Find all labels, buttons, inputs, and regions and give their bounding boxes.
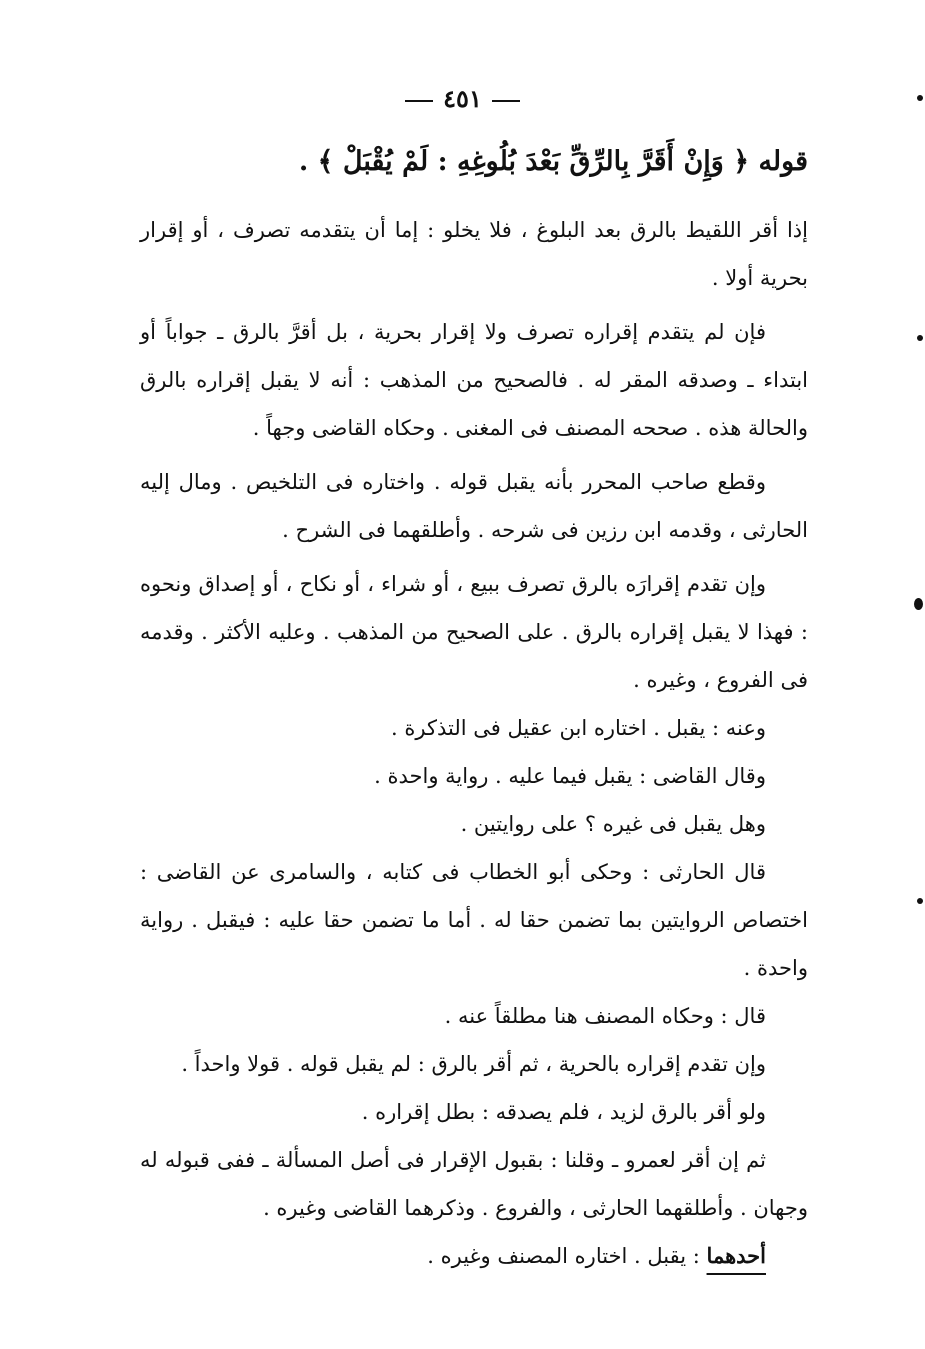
paragraph-11: ولو أقر بالرق لزيد ، فلم يصدقه : بطل إقراره .	[361, 1100, 766, 1124]
paragraph-5: وعنه : يقبل . اختاره ابن عقيل فى التذكرة .	[391, 716, 766, 740]
section-heading: قوله ﴿ وَإِنْ أَقَرَّ بِالرِّقِّ بَعْدَ بُلُوغِهِ : لَمْ يُقْبَلْ ﴾ .	[298, 146, 808, 177]
edge-mark	[917, 335, 923, 341]
paragraph-12: ثم إن أقر لعمرو ـ وقلنا : بقبول الإقرار فى أصل المسألة ـ ففى قبوله له وجهان . وأطلقهما الحارثى ، والفروع . وذكرهما القاضى وغيره .	[140, 1148, 808, 1220]
paragraph-6: وقال القاضى : يقبل فيما عليه . رواية واحدة .	[374, 764, 766, 788]
edge-mark	[917, 95, 923, 101]
body-text	[140, 206, 808, 1280]
page-number-dash-left	[405, 100, 433, 102]
paragraph-13	[140, 1232, 808, 1280]
paragraph-3: وقطع صاحب المحرر بأنه يقبل قوله . واختاره فى التلخيص . ومال إليه الحارثى ، وقدمه ابن رزين فى شرحه . وأطلقهما فى الشرح .	[140, 470, 808, 542]
paragraph-1: إذا أقر اللقيط بالرق بعد البلوغ ، فلا يخلو : إما أن يتقدمه تصرف ، أو إقرار بحرية أولا .	[140, 218, 808, 290]
paragraph-2: فإن لم يتقدم إقراره تصرف ولا إقرار بحرية ، بل أقرَّ بالرق ـ جواباً أو ابتداء ـ وصدقه المقر له . فالصحيح من المذهب : أنه لا يقبل إقراره بالرق والحالة هذه . صححه المصنف فى المغنى . وحكاه القاضى وجهاً .	[140, 320, 808, 440]
first-of-two-text: : يقبل . اختاره المصنف وغيره .	[427, 1244, 700, 1268]
paragraph-9: قال : وحكاه المصنف هنا مطلقاً عنه .	[444, 1004, 766, 1028]
paragraph-10: وإن تقدم إقراره بالحرية ، ثم أقر بالرق : لم يقبل قوله . قولا واحداً .	[181, 1052, 766, 1076]
edge-mark	[917, 898, 923, 904]
first-of-two-label: أحدهما	[706, 1243, 766, 1268]
page-number	[0, 84, 925, 113]
edge-mark	[914, 598, 923, 610]
paragraph-4: وإن تقدم إقرارَه بالرق تصرف ببيع ، أو شراء ، أو نكاح ، أو إصداق ونحوه : فهذا لا يقبل إقراره بالرق . على الصحيح من المذهب . وعليه الأكثر . وقدمه فى الفروع ، وغيره .	[140, 572, 808, 692]
page-number-dash-right	[492, 100, 520, 102]
paragraph-8: قال الحارثى : وحكى أبو الخطاب فى كتابه ، والسامرى عن القاضى : اختصاص الروايتين بما تضمن حقا له . أما ما تضمن حقا عليه : فيقبل . رواية واحدة .	[140, 860, 808, 980]
page-number-text: ٤٥١	[443, 84, 482, 113]
paragraph-7: وهل يقبل فى غيره ؟ على روايتين .	[460, 812, 766, 836]
